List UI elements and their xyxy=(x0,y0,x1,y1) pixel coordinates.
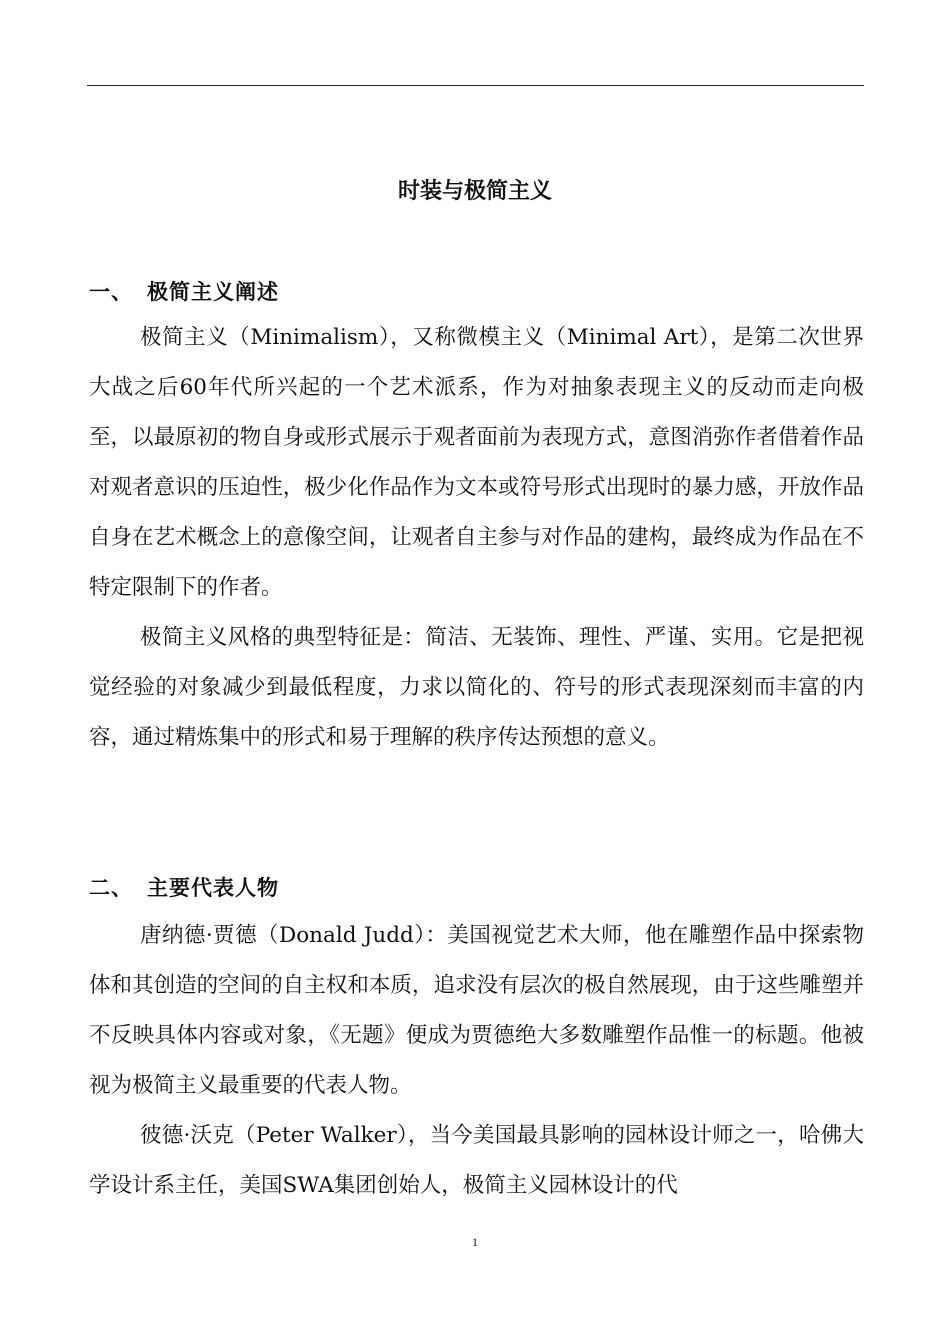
paragraph-minimalism-definition: 极简主义（Minimalism），又称微模主义（Minimal Art），是第二次世界大战之后60年代所兴起的一个艺术派系，作为对抽象表现主义的反动而走向极至，以最原初的物自身或形式展示于观者面前为表现方式，意图消弥作者借着作品对观者意识的压迫性，极少化作品作为文本或符号形式出现时的暴力感，开放作品自身在艺术概念上的意像空间，让观者自主参与对作品的建构，最终成为作品在不特定限制下的作者。 xyxy=(89,325,864,600)
paragraph-peter-walker: 彼德·沃克（Peter Walker），当今美国最具影响的园林设计师之一，哈佛大学设计系主任，美国SWA集团创始人，极简主义园林设计的代 xyxy=(89,1123,864,1198)
header-rule xyxy=(87,85,864,86)
paragraph-donald-judd: 唐纳德·贾德（Donald Judd）：美国视觉艺术大师，他在雕塑作品中探索物体和其创造的空间的自主权和本质，追求没有层次的极自然展现，由于这些雕塑并不反映具体内容或对象，《无题》便成为贾德绝大多数雕塑作品惟一的标题。他被视为极简主义最重要的代表人物。 xyxy=(89,923,864,1098)
paragraph-minimalism-features: 极简主义风格的典型特征是：简洁、无装饰、理性、严谨、实用。它是把视觉经验的对象减少到最低程度，力求以简化的、符号的形式表现深刻而丰富的内容，通过精炼集中的形式和易于理解的秩序传达预想的意义。 xyxy=(89,625,864,750)
page-number: 1 xyxy=(472,1235,478,1249)
section-title-2: 主要代表人物 xyxy=(147,876,279,900)
section-heading-1 xyxy=(89,272,279,312)
section-number-2: 二、 xyxy=(89,876,133,900)
section-number-1: 一、 xyxy=(89,280,133,304)
document-title: 时装与极简主义 xyxy=(397,179,552,204)
section-title-1: 极简主义阐述 xyxy=(147,280,279,304)
section-heading-2 xyxy=(89,868,279,908)
